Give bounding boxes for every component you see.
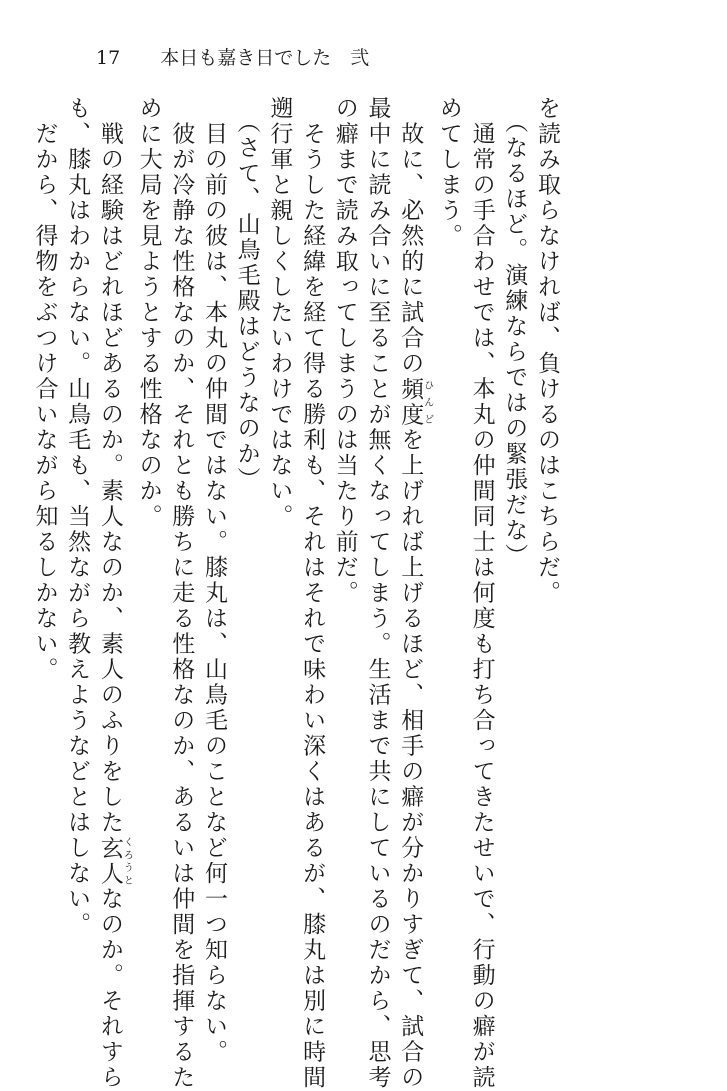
text-line: （さて、山鳥毛殿はどうなのか） bbox=[233, 96, 260, 493]
text-line: めてしまう。 bbox=[435, 96, 462, 249]
text-line: だから、得物をぶつけ合いながら知るしかない。 bbox=[31, 96, 58, 683]
running-title: 本日も嘉き日でした 弐 bbox=[160, 47, 370, 69]
text-line: 通常の手合わせでは、本丸の仲間同士は何度も打ち合ってきたせいで、行動の癖が読 bbox=[468, 96, 495, 1091]
text-line: めに大局を見ようとする性格なのか。 bbox=[135, 96, 162, 530]
text-line: 遡行軍と親しくしたいわけではない。 bbox=[266, 96, 293, 530]
text-line: そうした経緯を経て得る勝利も、それはそれで味わい深くはあるが、膝丸は別に時間 bbox=[299, 96, 326, 1091]
text-line: 故に、必然的に試合の頻度ひんどを上げれば上げるほど、相手の癖が分かりすぎて、試合の bbox=[397, 96, 433, 1091]
text-line: 彼が冷静な性格なのか、それとも勝ちに走る性格なのか、あるいは仲間を指揮するた bbox=[168, 96, 195, 1091]
furigana: くろうと bbox=[121, 835, 133, 887]
text-line: 戦の経験はどれほどあるのか。素人なのか、素人のふりをした玄人くろうとなのか。それすら bbox=[96, 96, 133, 1091]
ruby-word: 玄人くろうと bbox=[96, 835, 133, 887]
furigana: ひんど bbox=[421, 376, 433, 428]
text-line: 目の前の彼は、本丸の仲間ではない。膝丸は、山鳥毛のことなど何一つ知らない。 bbox=[200, 96, 227, 1065]
vertical-body-text bbox=[31, 96, 563, 1091]
page-number: 17 bbox=[96, 47, 121, 69]
running-header bbox=[96, 44, 369, 72]
text-line: も、膝丸はわからない。山鳥毛も、当然ながら教えようなどとはしない。 bbox=[64, 96, 91, 938]
ruby-word: 頻度ひんど bbox=[397, 376, 433, 428]
text-line: 最中に読み合いに至ることが無くなってしまう。生活まで共にしているのだから、思考 bbox=[364, 96, 391, 1091]
text-line: の癖まで読み取ってしまうのは当たり前だ。 bbox=[331, 96, 358, 606]
text-line: （なるほど。演練ならではの緊張だな） bbox=[501, 96, 528, 569]
text-line: を読み取らなければ、負けるのはこちらだ。 bbox=[534, 96, 560, 606]
